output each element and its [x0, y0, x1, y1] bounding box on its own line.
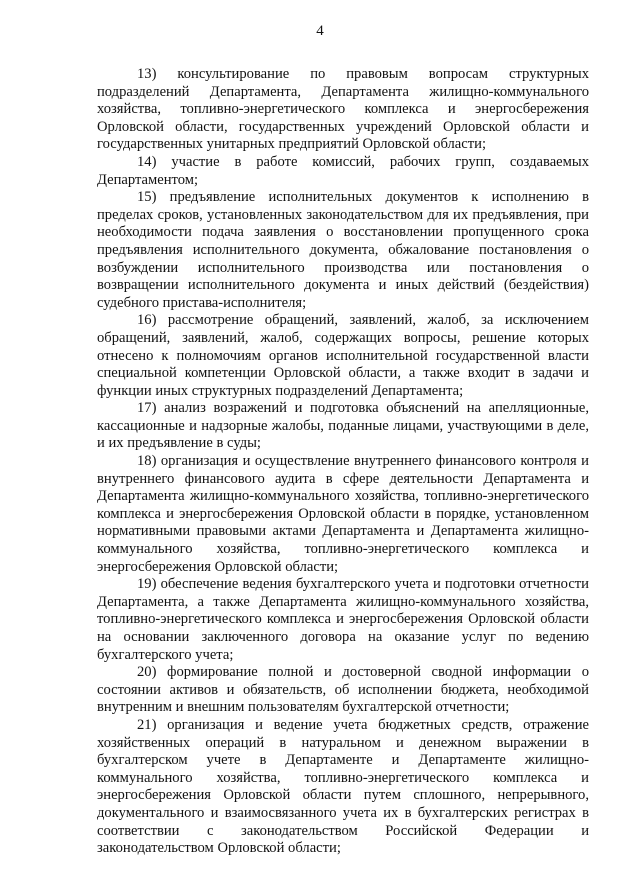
- document-body: [97, 66, 589, 858]
- list-item-18: 18) организация и осуществление внутреннего финансового контроля и внутреннего финансового аудита в сфере деятельности Департамента и Департамента жилищно-коммунального хозяйства, топливно-энергетического комплекса и энергосбережения Орловской области в порядке, установленном нормативными правовыми актами Департамента и Департамента жилищно-коммунального хозяйства, топливно-энергетического комплекса и энергосбережения Орловской области;: [97, 453, 589, 575]
- list-item-20: 20) формирование полной и достоверной сводной информации о состоянии активов и обязательств, об исполнении бюджета, необходимой внутренним и внешним пользователям бухгалтерской отчетности;: [97, 664, 589, 716]
- page-number: 4: [316, 23, 324, 39]
- list-item-14: 14) участие в работе комиссий, рабочих групп, создаваемых Департаментом;: [97, 153, 589, 188]
- list-item-17: 17) анализ возражений и подготовка объяснений на апелляционные, кассационные и надзорные жалобы, поданные лицами, участвующими в деле, и их предъявление в суды;: [97, 400, 589, 452]
- list-item-13: 13) консультирование по правовым вопросам структурных подразделений Департамента, Департамента жилищно-коммунального хозяйства, топливно-энергетического комплекса и энергосбережения Орловской области, государственных учреждений Орловской области и государственных унитарных предприятий Орловской области;: [97, 66, 589, 153]
- list-item-19: 19) обеспечение ведения бухгалтерского учета и подготовки отчетности Департамента, а также Департамента жилищно-коммунального хозяйства, топливно-энергетического комплекса и энергосбережения Орловской области на основании заключенного договора на оказание услуг по ведению бухгалтерского учета;: [97, 576, 589, 663]
- list-item-16: 16) рассмотрение обращений, заявлений, жалоб, за исключением обращений, заявлений, жалоб, содержащих вопросы, решение которых отнесено к полномочиям органов исполнительной государственной власти специальной компетенции Орловской области, а также входит в задачи и функции иных структурных подразделений Департамента;: [97, 312, 589, 399]
- list-item-21: 21) организация и ведение учета бюджетных средств, отражение хозяйственных операций в натуральном и денежном выражении в бухгалтерском учете в Департаменте и Департаменте жилищно-коммунального хозяйства, топливно-энергетического комплекса и энергосбережения Орловской области путем сплошного, непрерывного, документального и взаимосвязанного учета их в бухгалтерских регистрах в соответствии с законодательством Российской Федерации и законодательством Орловской области;: [97, 716, 589, 857]
- list-item-15: 15) предъявление исполнительных документов к исполнению в пределах сроков, установленных законодательством для их предъявления, при необходимости подача заявления о восстановлении пропущенного срока предъявления исполнительного документа, обжалование постановления о возбуждении исполнительного производства или постановления о возвращении исполнительного документа и иных действий (бездействия) судебного пристава-исполнителя;: [97, 189, 589, 311]
